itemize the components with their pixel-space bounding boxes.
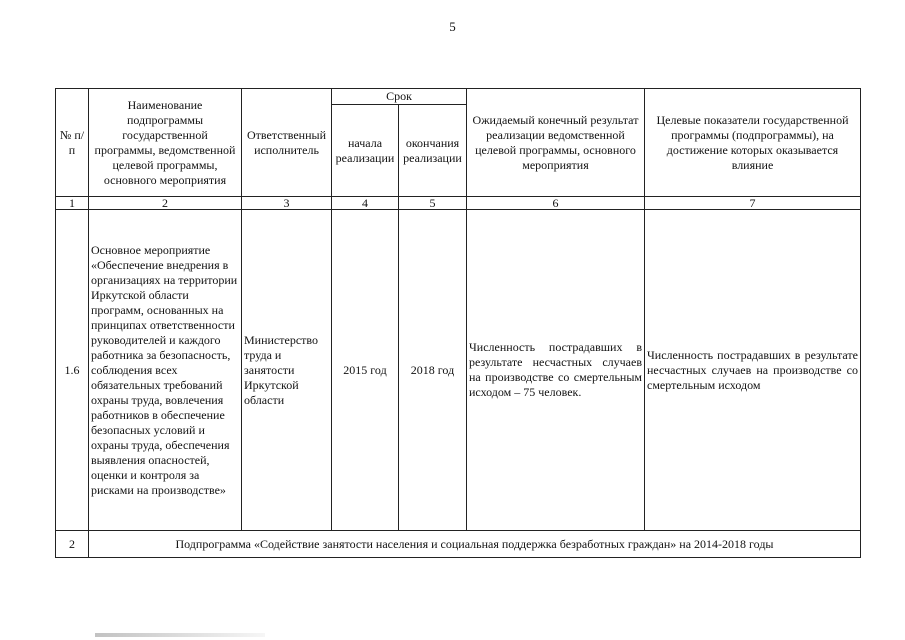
column-number: 4 — [332, 197, 399, 210]
column-number: 2 — [89, 197, 242, 210]
header-row — [56, 89, 861, 105]
header-end: окончания реализации — [399, 105, 467, 197]
header-num: № п/п — [56, 89, 89, 197]
subprogram-num: 2 — [56, 531, 89, 558]
column-number: 1 — [56, 197, 89, 210]
header-start: начала реализации — [332, 105, 399, 197]
row-end: 2018 год — [399, 210, 467, 531]
row-name: Основное мероприятие «Обеспечение внедрения в организациях на территории Иркутской области программ, основанных на принципах ответственности руководителей и каждого работника за безопасность, соблюдения всех обязательных требований охраны труда, вовлечения работников в обеспечение безопасных условий и охраны труда, обеспечения выявления опасностей, оценки и контроля за рисками на производстве» — [89, 210, 242, 531]
program-table — [55, 88, 861, 558]
row-result: Численность пострадавших в результате несчастных случаев на производстве со смертельным исходом – 75 человек. — [467, 210, 645, 531]
row-num: 1.6 — [56, 210, 89, 531]
column-number-row — [56, 197, 861, 210]
column-number: 5 — [399, 197, 467, 210]
page-number: 5 — [449, 19, 456, 34]
subprogram-row — [56, 531, 861, 558]
column-number: 3 — [242, 197, 332, 210]
header-result: Ожидаемый конечный результат реализации ведомственной целевой программы, основного мероприятия — [467, 89, 645, 197]
header-name: Наименование подпрограммы государственной программы, ведомственной целевой программы, основного мероприятия — [89, 89, 242, 197]
table-row — [56, 210, 861, 531]
header-executor: Ответственный исполнитель — [242, 89, 332, 197]
column-number: 7 — [645, 197, 861, 210]
subprogram-title: Подпрограмма «Содействие занятости населения и социальная поддержка безработных граждан» на 2014-2018 годы — [89, 531, 861, 558]
column-number: 6 — [467, 197, 645, 210]
header-indicators: Целевые показатели государственной программы (подпрограммы), на достижение которых оказывается влияние — [645, 89, 861, 197]
scan-smudge — [95, 633, 265, 637]
row-executor: Министерство труда и занятости Иркутской области — [242, 210, 332, 531]
row-start: 2015 год — [332, 210, 399, 531]
header-term: Срок — [332, 89, 467, 105]
row-indicators: Численность пострадавших в результате несчастных случаев на производстве со смертельным исходом — [645, 210, 861, 531]
